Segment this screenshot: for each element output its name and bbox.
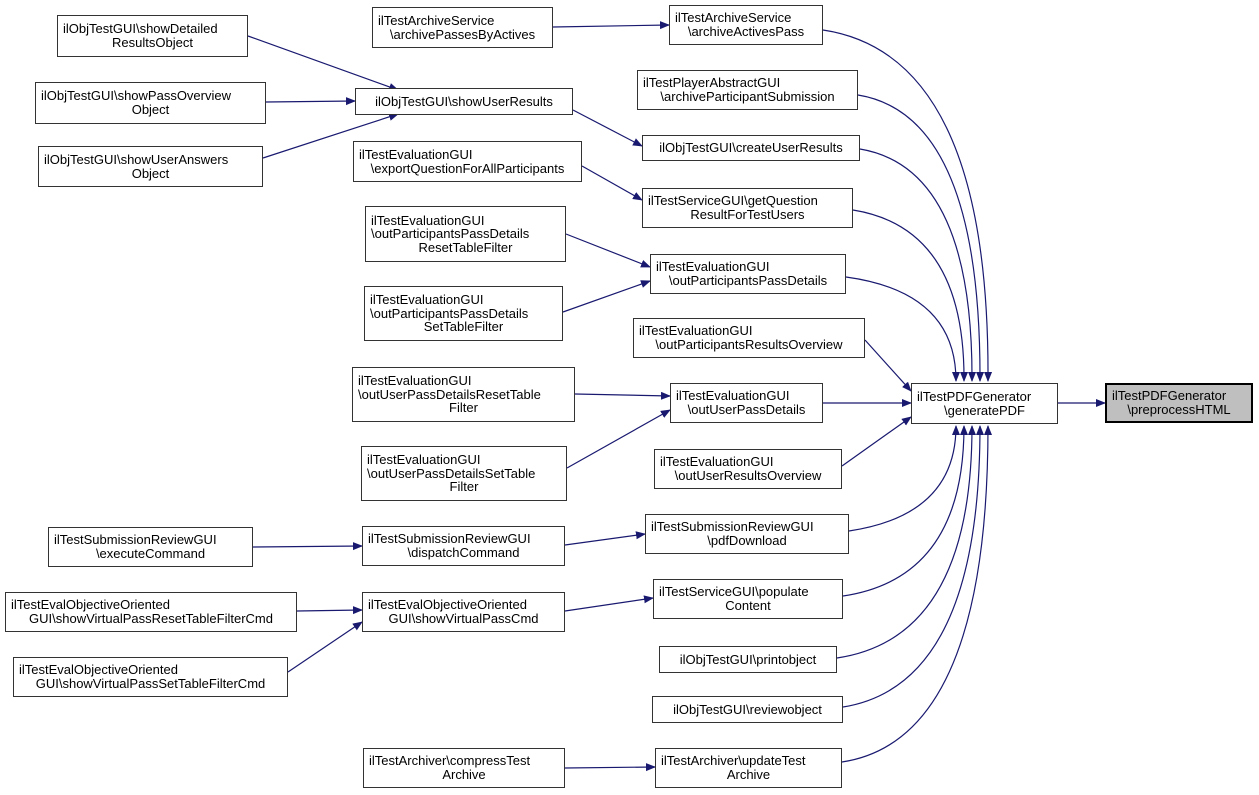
node-label-line: ilTestServiceGUI\populate	[659, 584, 809, 600]
node-label-line: ilObjTestGUI\reviewobject	[673, 701, 822, 717]
edge-create-user-results-to-generate-pdf	[860, 149, 972, 381]
node-label-line: ilTestServiceGUI\getQuestion	[648, 193, 818, 209]
node-label-line: ilTestEvaluationGUI	[656, 259, 770, 275]
node-out-user-pass-details-set-table-filter[interactable]	[361, 446, 567, 501]
node-label-line: ilTestEvaluationGUI	[358, 373, 472, 389]
node-label-line: Content	[725, 598, 771, 613]
edge-show-pass-overview-object-to-show-user-results	[266, 101, 355, 102]
node-label-line: ilObjTestGUI\showDetailed	[63, 21, 218, 37]
node-label-line: ilTestPDFGenerator	[1112, 388, 1227, 404]
edge-out-participants-results-overview-to-generate-pdf	[865, 340, 911, 391]
node-show-virtual-pass-set-table-filter-cmd[interactable]	[13, 657, 288, 697]
node-label-line: \archiveActivesPass	[687, 24, 805, 39]
node-generate-pdf[interactable]	[911, 383, 1058, 424]
node-out-user-results-overview[interactable]	[654, 449, 842, 489]
node-dispatch-command[interactable]	[362, 526, 565, 566]
node-label-line: ilTestSubmissionReviewGUI	[368, 531, 531, 547]
node-label-line: \outUserPassDetails	[687, 402, 806, 417]
node-show-virtual-pass-reset-table-filter-cmd[interactable]	[5, 592, 297, 632]
node-preprocess-html[interactable]	[1105, 383, 1253, 423]
node-label-line: GUI\showVirtualPassSetTableFilterCmd	[35, 676, 266, 691]
node-label-line: SetTableFilter	[423, 319, 504, 335]
edge-archive-passes-by-actives-to-archive-actives-pass	[553, 25, 669, 27]
node-show-detailed-results-object[interactable]	[57, 15, 248, 57]
node-label-line: \generatePDF	[944, 402, 1025, 418]
node-label-line: ilObjTestGUI\printobject	[679, 651, 817, 667]
node-label-line: ilTestArchiveService	[675, 10, 792, 26]
node-label-line: ilTestEvaluationGUI	[370, 292, 484, 308]
node-label-line: \outParticipantsPassDetails	[668, 273, 828, 288]
node-label-line: \outUserResultsOverview	[674, 468, 822, 483]
node-out-participants-pass-details[interactable]	[650, 254, 846, 294]
node-label-line: \outParticipantsPassDetails	[370, 305, 529, 321]
node-archive-actives-pass[interactable]	[669, 5, 823, 45]
node-label-line: \preprocessHTML	[1127, 402, 1231, 417]
node-label-line: ilTestPlayerAbstractGUI	[643, 75, 781, 91]
node-reviewobject[interactable]	[652, 696, 843, 723]
edge-out-participants-pass-details-reset-table-filter-to-out-participants-pass-details	[566, 234, 650, 267]
node-label-line: ilTestEvaluationGUI	[639, 323, 753, 339]
node-label-line: \outUserPassDetailsResetTable	[358, 386, 541, 402]
edge-out-user-pass-details-reset-table-filter-to-out-user-pass-details	[575, 394, 670, 396]
node-label-line: ilTestEvaluationGUI	[367, 452, 481, 468]
node-show-virtual-pass-cmd[interactable]	[362, 592, 565, 632]
node-label-line: ilTestArchiveService	[378, 12, 495, 28]
node-show-user-results[interactable]	[355, 88, 573, 115]
node-out-participants-results-overview[interactable]	[633, 318, 865, 358]
node-label-line: ilTestArchiver\compressTest	[369, 753, 531, 769]
edge-show-virtual-pass-cmd-to-populate-content	[565, 598, 653, 611]
node-label-line: GUI\showVirtualPassResetTableFilterCmd	[29, 611, 273, 626]
node-label-line: ilTestPDFGenerator	[917, 388, 1032, 404]
node-out-participants-pass-details-set-table-filter[interactable]	[364, 286, 563, 341]
node-out-participants-pass-details-reset-table-filter[interactable]	[365, 206, 566, 262]
node-label-line: \outUserPassDetailsSetTable	[367, 465, 536, 481]
edge-show-virtual-pass-reset-table-filter-cmd-to-show-virtual-pass-cmd	[297, 610, 362, 611]
edge-execute-command-to-dispatch-command	[253, 546, 362, 547]
edge-out-participants-pass-details-set-table-filter-to-out-participants-pass-details	[563, 281, 650, 312]
node-label-line: \dispatchCommand	[407, 545, 520, 560]
node-compress-test-archive[interactable]	[363, 748, 565, 788]
node-label-line: ilTestEvaluationGUI	[359, 146, 473, 162]
node-populate-content[interactable]	[653, 579, 843, 619]
node-label-line: ilTestEvaluationGUI	[676, 388, 790, 404]
node-label-line: \executeCommand	[95, 546, 206, 561]
node-out-user-pass-details-reset-table-filter[interactable]	[352, 367, 575, 422]
node-label-line: ilObjTestGUI\createUserResults	[659, 140, 843, 156]
edge-pdf-download-to-generate-pdf	[849, 426, 956, 531]
node-label-line: ilObjTestGUI\showPassOverview	[41, 88, 231, 104]
node-label-line: ilTestEvaluationGUI	[660, 454, 774, 470]
node-create-user-results[interactable]	[642, 135, 860, 161]
node-execute-command[interactable]	[48, 527, 253, 567]
edge-dispatch-command-to-pdf-download	[565, 534, 645, 545]
node-label-line: ilObjTestGUI\showUserAnswers	[44, 151, 229, 167]
node-label-line: \exportQuestionForAllParticipants	[370, 160, 565, 176]
node-label-line: Filter	[449, 479, 479, 495]
node-archive-participant-submission[interactable]	[637, 70, 858, 110]
node-show-user-answers-object[interactable]	[38, 146, 263, 187]
node-label-line: ilObjTestGUI\showUserResults	[375, 93, 553, 109]
node-label-line: Archive	[442, 767, 486, 782]
edge-show-virtual-pass-set-table-filter-cmd-to-show-virtual-pass-cmd	[288, 622, 362, 672]
edge-compress-test-archive-to-update-test-archive	[565, 767, 655, 768]
edge-get-question-result-for-test-users-to-generate-pdf	[853, 210, 964, 381]
node-label-line: ilTestEvaluationGUI	[371, 212, 485, 228]
node-label-line: ResultForTestUsers	[690, 207, 805, 222]
node-label-line: \archiveParticipantSubmission	[660, 89, 835, 104]
edge-reviewobject-to-generate-pdf	[843, 426, 980, 707]
node-label-line: \outParticipantsPassDetails	[371, 226, 530, 242]
node-label-line: \archivePassesByActives	[389, 26, 536, 42]
edge-archive-participant-submission-to-generate-pdf	[858, 95, 980, 381]
node-label-line: ilTestArchiver\updateTest	[661, 753, 806, 769]
node-export-question-for-all-participants[interactable]	[353, 141, 582, 182]
node-pdf-download[interactable]	[645, 514, 849, 554]
node-label-line: \pdfDownload	[707, 533, 787, 548]
node-label-line: Object	[131, 102, 170, 117]
edge-printobject-to-generate-pdf	[837, 426, 972, 658]
node-label-line: ilTestSubmissionReviewGUI	[651, 519, 814, 535]
node-printobject[interactable]	[659, 646, 837, 673]
node-label-line: \outParticipantsResultsOverview	[655, 337, 843, 352]
edge-update-test-archive-to-generate-pdf	[842, 426, 988, 762]
node-label-line: ilTestEvalObjectiveOriented	[368, 597, 527, 613]
node-show-pass-overview-object[interactable]	[35, 82, 266, 124]
node-out-user-pass-details[interactable]	[670, 383, 823, 423]
node-label-line: ResultsObject	[112, 35, 193, 50]
node-label-line: ilTestEvalObjectiveOriented	[11, 597, 170, 613]
node-label-line: Object	[131, 165, 170, 181]
node-label-line: Filter	[449, 400, 478, 416]
node-label-line: GUI\showVirtualPassCmd	[388, 611, 539, 626]
edge-out-user-results-overview-to-generate-pdf	[842, 417, 911, 466]
node-get-question-result-for-test-users[interactable]	[642, 188, 853, 228]
node-archive-passes-by-actives[interactable]	[372, 7, 553, 48]
edge-show-user-results-to-create-user-results	[573, 110, 642, 146]
node-label-line: Archive	[726, 767, 771, 782]
edge-export-question-for-all-participants-to-get-question-result-for-test-users	[582, 166, 642, 200]
node-label-line: ResetTableFilter	[418, 239, 513, 255]
node-label-line: ilTestEvalObjectiveOriented	[19, 662, 178, 678]
edge-populate-content-to-generate-pdf	[843, 426, 964, 596]
node-update-test-archive[interactable]	[655, 748, 842, 788]
node-label-line: ilTestSubmissionReviewGUI	[54, 532, 217, 548]
